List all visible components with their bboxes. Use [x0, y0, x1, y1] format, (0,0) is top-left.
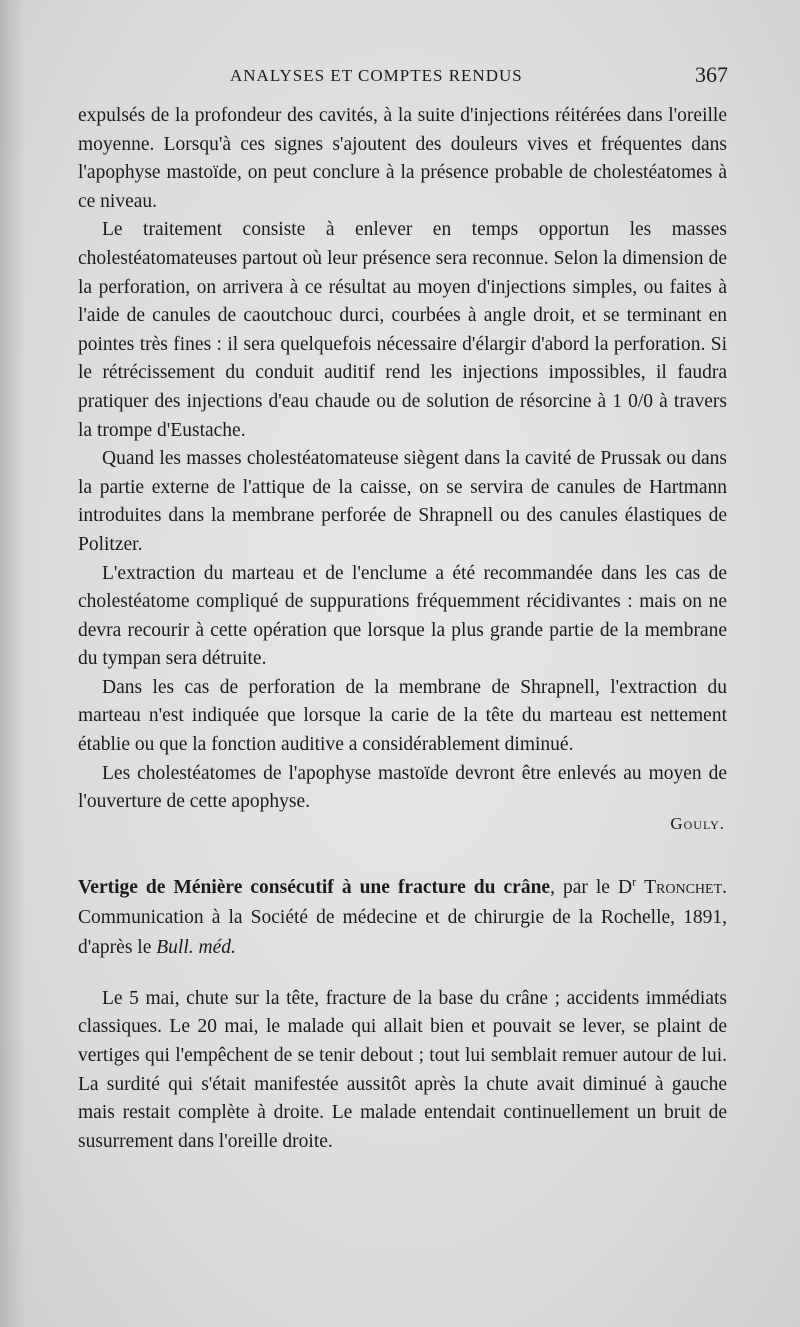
- main-text: [78, 102, 727, 1156]
- paragraph-4: L'extraction du marteau et de l'enclume a été recommandée dans les cas de cholestéatome compliqué de suppurations fréquemment récidivantes : mais on ne devra recourir à cette opération que lorsque la plus grande partie de la membrane du tympan sera détruite.: [78, 562, 727, 670]
- running-header: [78, 62, 728, 96]
- page-number: 367: [695, 62, 728, 87]
- paragraph-5: Dans les cas de perforation de la membrane de Shrapnell, l'extraction du marteau n'est indiquée que lorsque la carie de la tête du marteau est nettement établie ou que la fonction auditive a considérablement diminué.: [78, 676, 727, 756]
- review-citation: . Communication à la Société de médecine et de chirurgie de la Rochelle, 1891, d'après le: [78, 876, 727, 958]
- review-author-sup: r: [632, 874, 637, 889]
- review-author-prefix: D: [617, 876, 633, 898]
- paragraph-3: Quand les masses cholestéatomateuse siègent dans la cavité de Prussak ou dans la partie externe de l'attique de la caisse, on se servira de canules de Hartmann introduites dans la membrane perforée de Shrapnell ou des canules élastiques de Politzer.: [78, 448, 727, 555]
- signature: Gouly.: [670, 813, 725, 833]
- review-by-word: , par le: [550, 876, 618, 898]
- running-title: ANALYSES ET COMPTES RENDUS: [230, 66, 523, 85]
- review-source: Bull. méd.: [156, 936, 236, 958]
- review-author-name: Tronchet: [644, 876, 723, 898]
- paragraph-1: expulsés de la profondeur des cavités, à la suite d'injections réitérées dans l'oreille moyenne. Lorsqu'à ces signes s'ajoutent des douleurs vives et fréquentes dans l'apophyse mastoïde, on peut conclure à la présence probable de cholestéatomes à ce niveau.: [78, 105, 727, 212]
- review-body: Le 5 mai, chute sur la tête, fracture de la base du crâne ; accidents immédiats classiques. Le 20 mai, le malade qui allait bien et pouvait se lever, se plaint de vertiges qui l'empêchent de se tenir debout ; tout lui semblait remuer autour de lui. La surdité qui s'était manifestée aussitôt après la chute avait diminué à gauche mais restait complète à droite. Le malade entendait continuellement un bruit de susurrement dans l'oreille droite.: [78, 987, 727, 1152]
- paragraph-6: Les cholestéatomes de l'apophyse mastoïde devront être enlevés au moyen de l'ouverture de cette apophyse.: [78, 762, 727, 813]
- review-title: Vertige de Ménière consécutif à une fracture du crâne: [78, 876, 551, 898]
- review-heading: [78, 873, 727, 963]
- paragraph-2: Le traitement consiste à enlever en temps opportun les masses cholestéatomateuses partout où leur présence sera reconnue. Selon la dimension de la perforation, on arrivera à ce résultat au moyen d'injections simples, ou faites à l'aide de canules de caoutchouc durci, courbées à angle droit, et se terminant en pointes très fines : il sera quelquefois nécessaire d'élargir d'abord la perforation. Si le rétrécissement du conduit auditif rend les injections impossibles, il faudra pratiquer des injections d'eau chaude ou de solution de résorcine à 1 0/0 à travers la trompe d'Eustache.: [78, 219, 727, 441]
